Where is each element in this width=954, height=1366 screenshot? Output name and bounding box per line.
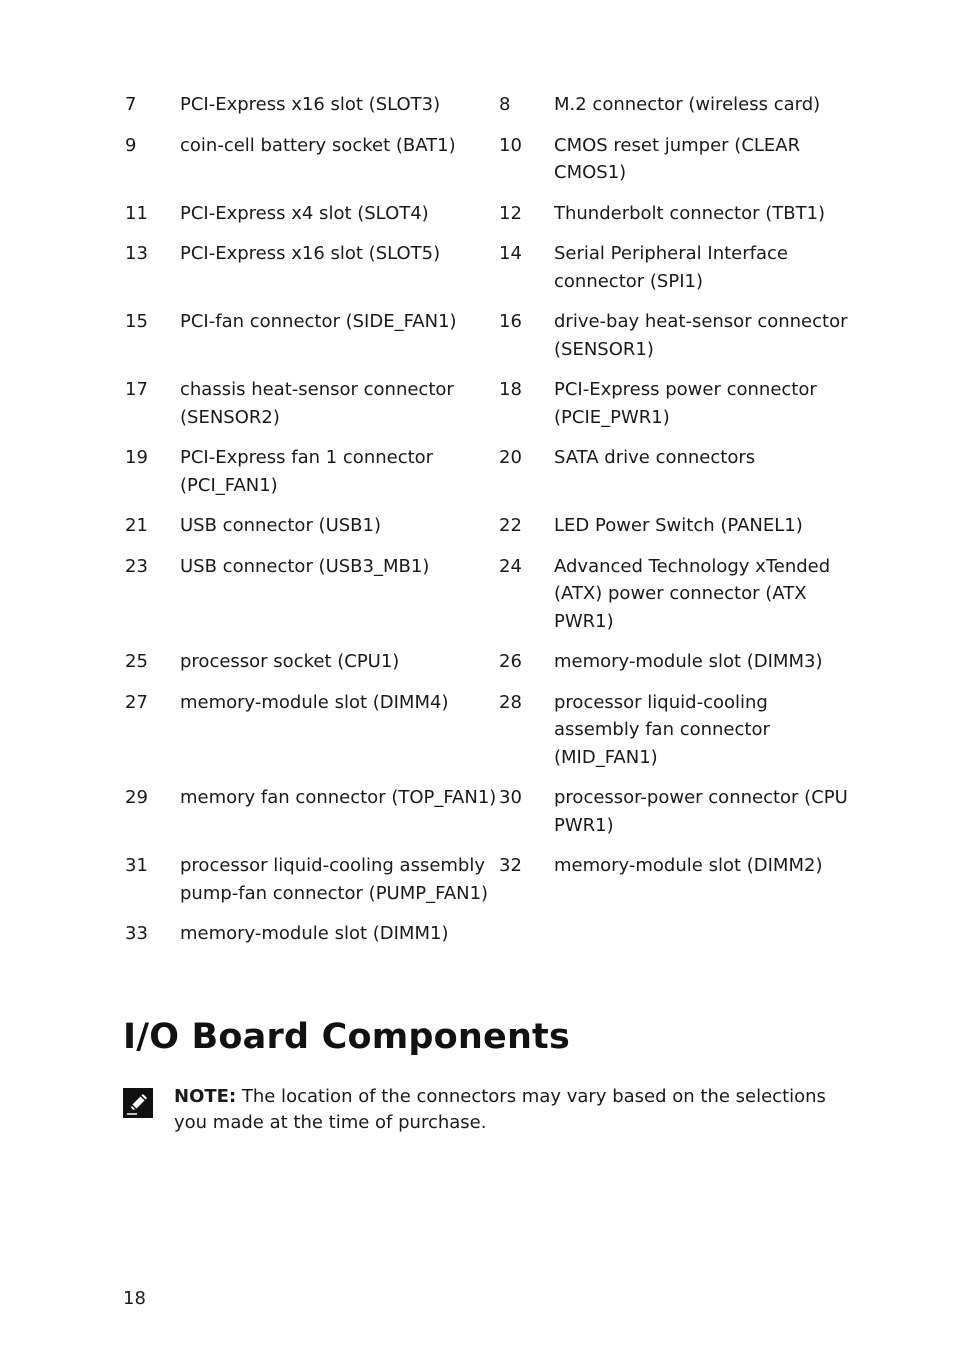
- callout-number: 24: [499, 555, 522, 577]
- callout-number: 26: [499, 651, 522, 672]
- callout-description: PCI-fan connector (SIDE_FAN1): [180, 311, 457, 332]
- legend-row: [125, 784, 855, 839]
- callout-description: memory fan connector (TOP_FAN1): [180, 787, 497, 808]
- legend-row: [125, 240, 855, 295]
- callout-description: processor liquid-cooling assembly fan connector (MID_FAN1): [554, 691, 770, 768]
- callout-description: LED Power Switch (PANEL1): [554, 515, 803, 536]
- callout-description: Thunderbolt connector (TBT1): [554, 202, 826, 224]
- callout-number: 19: [125, 447, 148, 468]
- callout-description: coin-cell battery socket (BAT1): [180, 134, 456, 156]
- legend-row: [125, 553, 855, 636]
- callout-description: memory-module slot (DIMM1): [180, 923, 449, 944]
- page-number: 18: [123, 1288, 146, 1309]
- callout-number: 16: [499, 311, 522, 332]
- callout-number: 11: [125, 202, 148, 224]
- callout-description: processor socket (CPU1): [180, 651, 400, 672]
- callout-number: 29: [125, 787, 148, 808]
- callout-description: Serial Peripheral Interface connector (SPI1): [554, 243, 788, 292]
- legend-row: [125, 920, 855, 948]
- legend-row: [125, 648, 855, 676]
- callout-description: memory-module slot (DIMM4): [180, 691, 449, 713]
- callout-description: CMOS reset jumper (CLEAR CMOS1): [554, 134, 801, 183]
- legend-row: [125, 689, 855, 772]
- callout-number: 27: [125, 691, 148, 713]
- callout-description: Advanced Technology xTended (ATX) power connector (ATX PWR1): [554, 555, 831, 632]
- callout-number: 15: [125, 311, 148, 332]
- legend-row: [125, 512, 855, 540]
- callout-number: 13: [125, 243, 148, 264]
- callout-description: PCI-Express power connector (PCIE_PWR1): [554, 379, 817, 428]
- callout-number: 18: [499, 379, 522, 400]
- callout-description: processor-power connector (CPU PWR1): [554, 787, 848, 836]
- note-pencil-icon: [123, 1088, 153, 1118]
- legend-row: [125, 852, 855, 907]
- legend-row: [125, 308, 855, 363]
- legend-row: [125, 200, 855, 228]
- note-text: [174, 1084, 839, 1135]
- callout-number: 32: [499, 855, 522, 876]
- callout-description: PCI-Express fan 1 connector (PCI_FAN1): [180, 447, 434, 496]
- callout-number: 21: [125, 515, 148, 536]
- callout-number: 14: [499, 243, 522, 264]
- callout-number: 7: [125, 94, 137, 115]
- callout-number: 28: [499, 691, 522, 713]
- callout-description: memory-module slot (DIMM3): [554, 651, 823, 672]
- callout-number: 23: [125, 555, 148, 577]
- note-label: NOTE:: [174, 1086, 237, 1107]
- callout-number: 33: [125, 923, 148, 944]
- callout-number: 12: [499, 202, 522, 224]
- callout-number: 31: [125, 855, 148, 876]
- callout-number: 22: [499, 515, 522, 536]
- note-callout: [123, 1084, 843, 1135]
- callout-description: drive-bay heat-sensor connector (SENSOR1): [554, 311, 848, 360]
- callout-description: PCI-Express x16 slot (SLOT3): [180, 94, 441, 115]
- callout-number: 25: [125, 651, 148, 672]
- callout-description: PCI-Express x4 slot (SLOT4): [180, 202, 429, 224]
- callout-number: 17: [125, 379, 148, 400]
- callout-description: SATA drive connectors: [554, 447, 756, 468]
- note-body: The location of the connectors may vary based on the selections you made at the time of purchase.: [174, 1086, 826, 1133]
- callout-description: USB connector (USB3_MB1): [180, 555, 430, 577]
- callout-number: 8: [499, 94, 511, 115]
- callout-number: 9: [125, 134, 137, 156]
- callout-description: M.2 connector (wireless card): [554, 94, 821, 115]
- legend-row: [125, 444, 855, 499]
- section-heading: I/O Board Components: [123, 1017, 571, 1057]
- callout-description: USB connector (USB1): [180, 515, 382, 536]
- legend-row: [125, 91, 855, 119]
- component-legend: [125, 91, 855, 961]
- callout-description: PCI-Express x16 slot (SLOT5): [180, 243, 441, 264]
- callout-description: memory-module slot (DIMM2): [554, 855, 823, 876]
- callout-number: 10: [499, 134, 522, 156]
- callout-description: processor liquid-cooling assembly pump-fan connector (PUMP_FAN1): [180, 855, 489, 904]
- callout-description: chassis heat-sensor connector (SENSOR2): [180, 379, 454, 428]
- legend-row: [125, 376, 855, 431]
- legend-row: [125, 132, 855, 187]
- callout-number: 20: [499, 447, 522, 468]
- callout-number: 30: [499, 787, 522, 808]
